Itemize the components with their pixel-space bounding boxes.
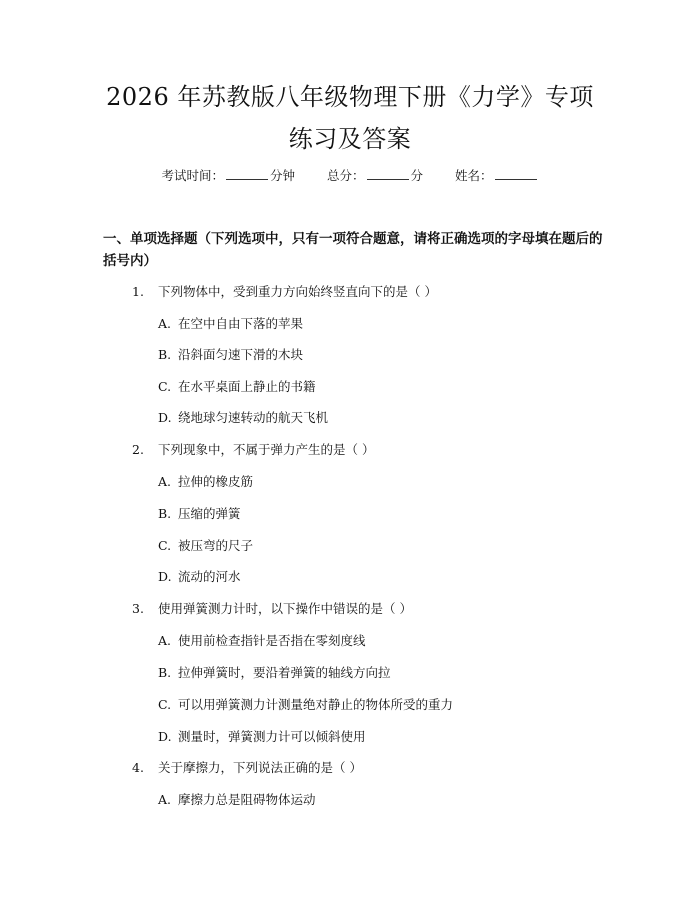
question-2-option-b xyxy=(158,504,241,524)
option-text: 在水平桌面上静止的书籍 xyxy=(178,379,316,394)
title-line-1: 2026 年苏教版八年级物理下册《力学》专项 xyxy=(106,83,594,111)
option-key: B. xyxy=(158,665,172,680)
exam-time-label: 考试时间： xyxy=(161,168,224,183)
question-2-option-a xyxy=(158,472,253,492)
question-2-option-d xyxy=(158,567,241,587)
document-title xyxy=(70,76,630,160)
question-number: 3. xyxy=(132,601,144,616)
total-score-blank xyxy=(367,166,409,180)
student-name-blank xyxy=(495,166,537,180)
question-3-option-b xyxy=(158,663,391,683)
option-key: C. xyxy=(158,538,172,553)
question-1 xyxy=(132,282,437,302)
option-text: 沿斜面匀速下滑的木块 xyxy=(178,347,304,362)
option-key: D. xyxy=(158,729,172,744)
exam-time-unit: 分钟 xyxy=(269,168,295,183)
question-3-option-a xyxy=(158,631,366,651)
option-key: B. xyxy=(158,347,172,362)
option-text: 压缩的弹簧 xyxy=(178,506,241,521)
question-3 xyxy=(132,599,412,619)
option-key: A. xyxy=(158,474,172,489)
option-key: A. xyxy=(158,316,172,331)
option-key: B. xyxy=(158,506,172,521)
exam-meta xyxy=(0,166,700,186)
option-key: D. xyxy=(158,410,172,425)
option-key: A. xyxy=(158,792,172,807)
title-line-2: 练习及答案 xyxy=(288,125,412,153)
option-text: 被压弯的尺子 xyxy=(178,538,254,553)
question-1-option-c xyxy=(158,377,316,397)
question-text: 下列物体中，受到重力方向始终竖直向下的是（ ） xyxy=(158,284,437,299)
option-text: 拉伸弹簧时，要沿着弹簧的轴线方向拉 xyxy=(178,665,391,680)
option-text: 流动的河水 xyxy=(178,569,241,584)
question-1-option-d xyxy=(158,408,328,428)
question-2-option-c xyxy=(158,536,253,556)
option-key: C. xyxy=(158,697,172,712)
question-2 xyxy=(132,440,374,460)
exam-time-blank xyxy=(226,166,268,180)
total-score-field xyxy=(327,166,423,186)
question-3-option-d xyxy=(158,727,366,747)
question-number: 1. xyxy=(132,284,144,299)
student-name-label: 姓名： xyxy=(455,168,493,183)
option-text: 可以用弹簧测力计测量绝对静止的物体所受的重力 xyxy=(178,697,454,712)
section-heading: 一、单项选择题（下列选项中，只有一项符合题意，请将正确选项的字母填在题后的括号内） xyxy=(103,231,603,269)
question-1-option-a xyxy=(158,314,303,334)
total-score-unit: 分 xyxy=(410,168,424,183)
total-score-label: 总分： xyxy=(326,168,365,183)
option-text: 绕地球匀速转动的航天飞机 xyxy=(178,410,329,425)
option-key: D. xyxy=(158,569,172,584)
option-text: 摩擦力总是阻碍物体运动 xyxy=(178,792,316,807)
option-key: A. xyxy=(158,633,172,648)
question-1-option-b xyxy=(158,345,303,365)
student-name-field xyxy=(455,166,539,186)
question-text: 使用弹簧测力计时，以下操作中错误的是（ ） xyxy=(158,601,412,616)
question-text: 关于摩擦力，下列说法正确的是（ ） xyxy=(158,760,362,775)
option-text: 使用前检查指针是否指在零刻度线 xyxy=(178,633,366,648)
option-text: 在空中自由下落的苹果 xyxy=(178,316,304,331)
question-4 xyxy=(132,758,362,778)
question-3-option-c xyxy=(158,695,453,715)
option-text: 拉伸的橡皮筋 xyxy=(178,474,254,489)
exam-time-field xyxy=(161,166,295,186)
question-number: 4. xyxy=(132,760,144,775)
question-text: 下列现象中，不属于弹力产生的是（ ） xyxy=(158,442,375,457)
option-key: C. xyxy=(158,379,172,394)
question-number: 2. xyxy=(132,442,144,457)
question-4-option-a xyxy=(158,790,316,810)
option-text: 测量时，弹簧测力计可以倾斜使用 xyxy=(178,729,366,744)
